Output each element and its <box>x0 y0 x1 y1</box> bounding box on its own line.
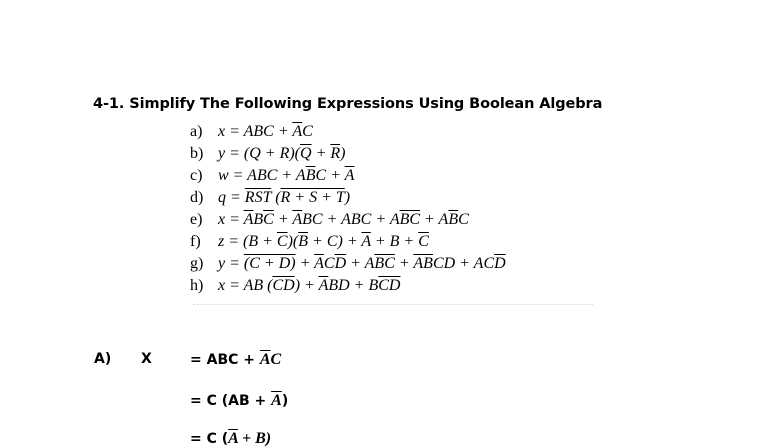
complemented-term: $\overline{C}$ <box>384 255 395 272</box>
complemented-term: R + S + T <box>280 189 345 206</box>
problem-item <box>190 187 610 209</box>
problem-label: b) <box>190 145 204 162</box>
complemented-term: $\overline{A}$ <box>318 277 329 294</box>
expression-term: q = <box>218 189 245 206</box>
problem-expression <box>218 189 350 206</box>
expression-term: ) <box>340 145 346 162</box>
complemented-term: $\overline{A}$ <box>413 255 424 272</box>
expression-term: + <box>295 255 315 272</box>
expression-term: ) <box>344 189 351 206</box>
step-1-bar-term: $\overline{A}$ <box>259 351 271 368</box>
problem-expression <box>218 211 469 228</box>
step-1-suffix: C <box>270 351 282 368</box>
complemented-term: $\overline{CD}$ <box>272 277 295 294</box>
complemented-term: (C + D) <box>243 255 296 272</box>
problem-expression <box>218 167 354 184</box>
complemented-term: $\overline{A}$ <box>292 123 303 140</box>
problem-label: d) <box>190 189 204 206</box>
problem-label: h) <box>190 277 204 294</box>
complemented-term: $\overline{D}$ <box>494 255 506 272</box>
problem-item <box>190 231 610 253</box>
complemented-term: $\overline{B}$ <box>448 211 459 228</box>
complemented-term: $\overline{B}$ <box>305 167 316 184</box>
solution-variable: X <box>141 351 152 367</box>
problem-expression <box>218 277 400 294</box>
step-2-prefix: = C (AB + <box>190 393 272 409</box>
expression-term: )( <box>287 233 299 250</box>
expression-term: BD + B <box>328 277 379 294</box>
complemented-term: $\overline{A}$ <box>314 255 324 272</box>
expression-term: ( <box>271 189 281 206</box>
expression-term: x = AB ( <box>218 277 273 294</box>
problem-item <box>190 143 610 165</box>
expression-term: C + <box>315 167 345 184</box>
expression-term: C <box>458 211 469 228</box>
expression-term: + A <box>346 255 375 272</box>
expression-term: y = <box>218 255 244 272</box>
expression-term: ) + <box>294 277 319 294</box>
expression-term: + <box>311 145 331 162</box>
step-3-bar-term: $\overline{A}$ <box>228 430 238 447</box>
expression-term: C <box>302 123 313 140</box>
step-1-prefix: = ABC + <box>190 352 260 368</box>
step-3-suffix: + B) <box>237 430 272 447</box>
problem-expression <box>218 233 429 250</box>
complemented-term: $\overline{RST}$ <box>244 189 272 206</box>
problem-label: g) <box>190 255 204 272</box>
problem-item <box>190 209 610 231</box>
complemented-term: $\overline{C}$ <box>418 233 429 250</box>
problem-list <box>190 121 610 297</box>
expression-term: w = ABC + A <box>218 167 306 184</box>
step-2-suffix: ) <box>281 393 289 409</box>
complemented-term: $\overline{A}$ <box>344 167 355 184</box>
solution-step-3 <box>190 430 271 448</box>
expression-term: + <box>394 255 414 272</box>
solution-part-label: A) <box>94 351 112 367</box>
expression-term: BC + ABC + A <box>302 211 400 228</box>
complemented-term: $\overline{C}$ <box>276 233 288 250</box>
complemented-term: $\overline{C}$ <box>409 211 421 228</box>
complemented-term: $\overline{A}$ <box>292 211 303 228</box>
expression-term: B <box>253 211 264 228</box>
expression-term: CD + AC <box>432 255 495 272</box>
complemented-term: $\overline{B}$ <box>374 255 385 272</box>
expression-term: + C) + <box>308 233 362 250</box>
complemented-term: $\overline{A}$ <box>243 211 254 228</box>
expression-term: y = (Q + R)( <box>218 145 301 162</box>
step-2-bar-term: $\overline{A}$ <box>271 392 282 409</box>
complemented-term: $\overline{R}$ <box>330 145 341 162</box>
problem-label: c) <box>190 167 203 184</box>
complemented-term: $\overline{B}$ <box>399 211 410 228</box>
solution-step-1 <box>190 351 281 369</box>
problem-expression <box>218 255 506 272</box>
complemented-term: $\overline{C}$ <box>263 211 274 228</box>
exercise-heading: 4-1. Simplify The Following Expressions Using Boolean Algebra <box>93 96 603 112</box>
problem-label: e) <box>190 211 203 228</box>
solution-step-2 <box>190 392 288 410</box>
problem-label: a) <box>190 123 203 140</box>
complemented-term: $\overline{CD}$ <box>378 277 401 294</box>
problem-label: f) <box>190 233 201 250</box>
expression-term: x = ABC + <box>218 123 293 140</box>
complemented-term: $\overline{D}$ <box>334 255 347 272</box>
problem-item <box>190 275 610 297</box>
expression-term: C <box>323 255 335 272</box>
problem-item <box>190 253 610 275</box>
step-3-prefix: = C ( <box>190 431 229 447</box>
complemented-term: $\overline{B}$ <box>298 233 309 250</box>
expression-term: + A <box>420 211 449 228</box>
expression-term: z = (B + <box>218 233 277 250</box>
problem-item <box>190 121 610 143</box>
complemented-term: $\overline{Q}$ <box>300 145 312 162</box>
expression-term: x = <box>218 211 244 228</box>
complemented-term: $\overline{B}$ <box>423 255 433 272</box>
problem-item <box>190 165 610 187</box>
expression-term: + B + <box>370 233 419 250</box>
complemented-term: $\overline{A}$ <box>361 233 371 250</box>
cropped-line <box>193 304 593 309</box>
expression-term: + <box>273 211 293 228</box>
problem-expression <box>218 145 345 162</box>
problem-expression <box>218 123 313 140</box>
